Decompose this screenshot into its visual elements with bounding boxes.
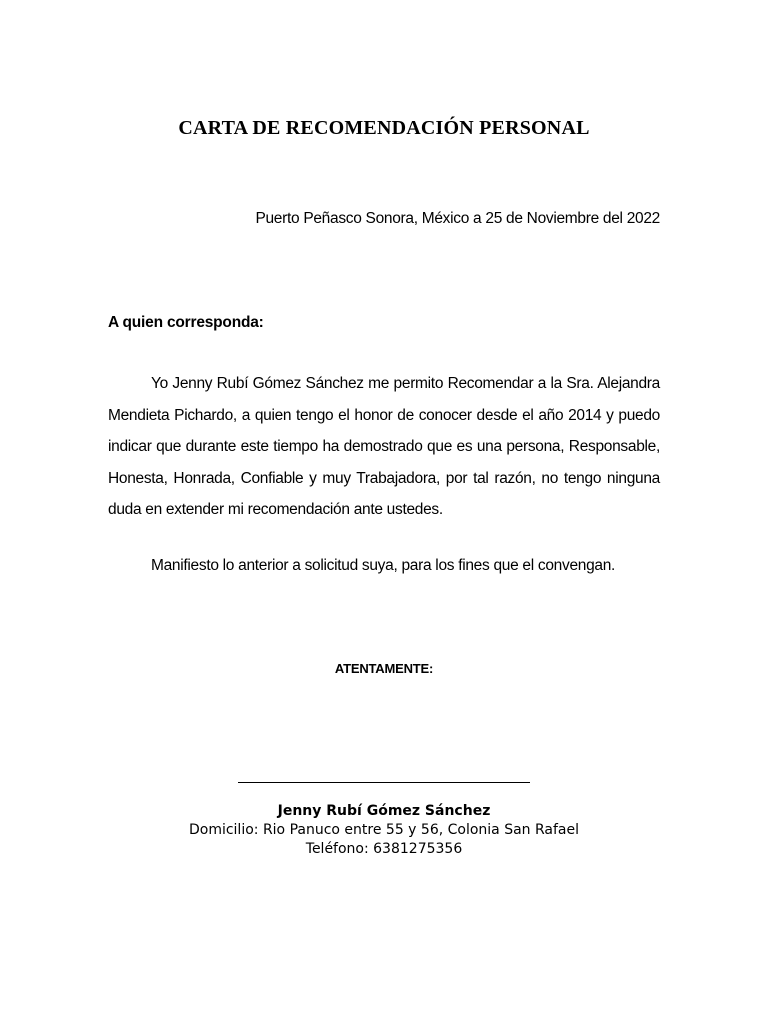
letter-title: CARTA DE RECOMENDACIÓN PERSONAL xyxy=(178,117,590,139)
signature-line xyxy=(238,782,530,783)
date-line: Puerto Peñasco Sonora, México a 25 de Noviembre del 2022 xyxy=(255,210,660,227)
signer-address: Domicilio: Rio Panuco entre 55 y 56, Colonia San Rafael xyxy=(188,822,580,838)
signer-phone: Teléfono: 6381275356 xyxy=(305,841,463,857)
sign-off: ATENTAMENTE: xyxy=(334,661,434,676)
salutation: A quien corresponda: xyxy=(108,314,264,331)
signer-name: Jenny Rubí Gómez Sánchez xyxy=(277,803,491,819)
body-paragraph: Yo Jenny Rubí Gómez Sánchez me permito Recomendar a la Sra. Alejandra Mendieta Pichardo, a quien tengo el honor de conocer desde el año 2014 y puedo indicar que durante este tiempo ha demostrado que es una persona, Responsable, Honesta, Honrada, Confiable y muy Trabajadora, por tal razón, no tengo ninguna duda en extender mi recomendación ante ustedes. xyxy=(108,375,660,518)
closing-paragraph: Manifiesto lo anterior a solicitud suya, para los fines que el convengan. xyxy=(151,557,616,574)
